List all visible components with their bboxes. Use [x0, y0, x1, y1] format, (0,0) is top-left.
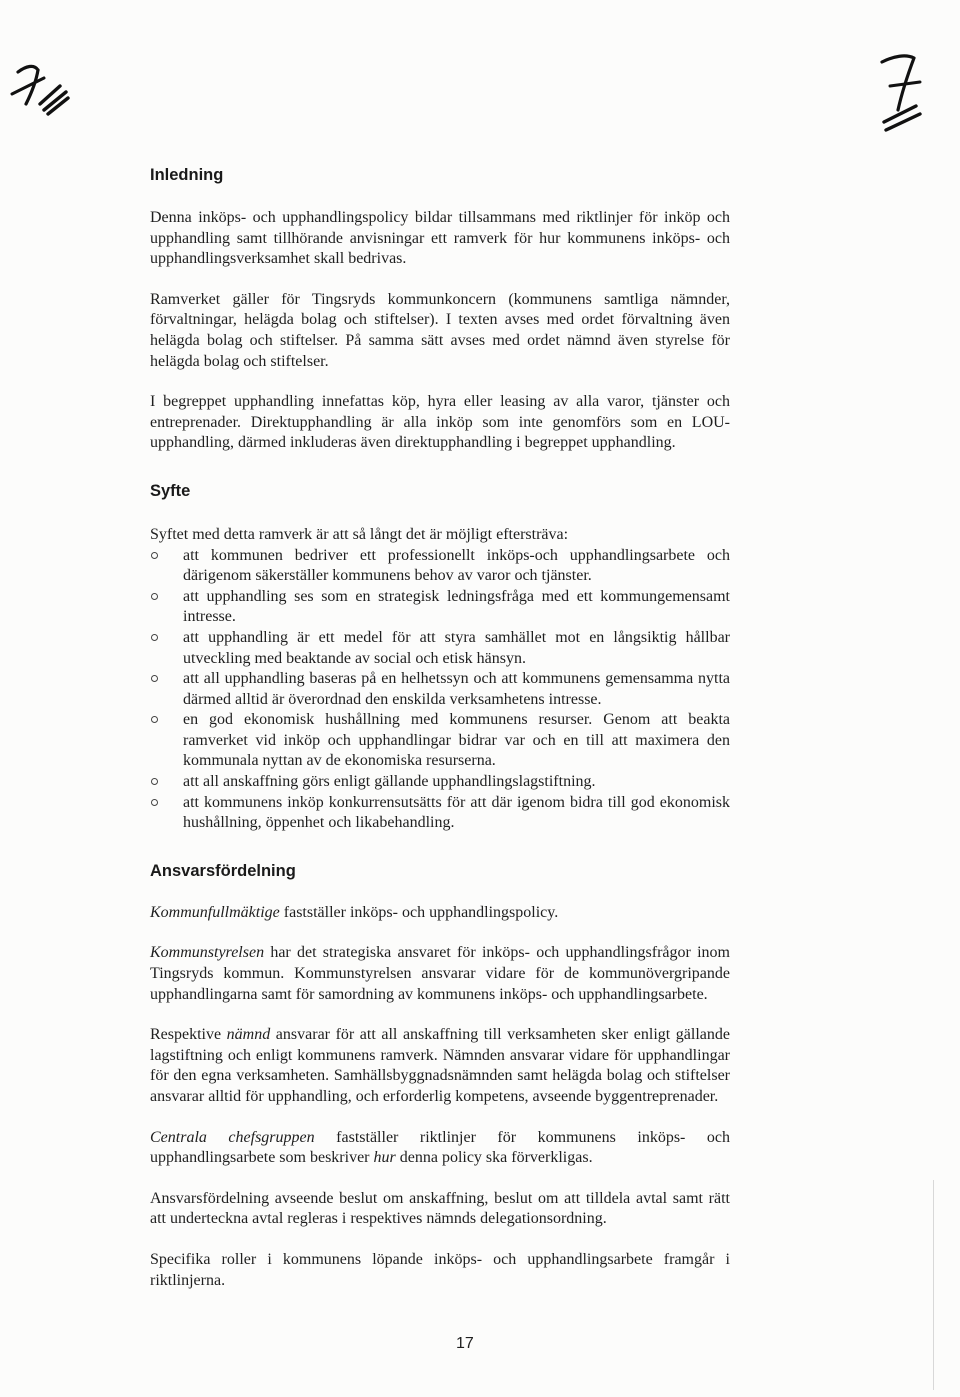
syfte-bullet [150, 587, 730, 628]
bullet-dot-icon [151, 716, 158, 723]
bullet-dot-icon [151, 552, 158, 559]
role-name: Centrala chefsgruppen [150, 1128, 315, 1146]
section-heading-syfte: Syfte [150, 481, 191, 500]
section-heading-ansvarsfordelning: Ansvarsfördelning [150, 861, 296, 880]
ansvar-paragraph-namnd [150, 1025, 730, 1107]
paragraph-text: denna policy ska förverkligas. [395, 1149, 593, 1167]
syfte-bullet-list [150, 546, 730, 834]
ansvar-paragraph-kommunstyrelsen [150, 943, 730, 1005]
paragraph-text: fastställer riktlinjer för kommunens inköps- och upphandlingsarbete som beskriver [150, 1128, 731, 1167]
syfte-bullet [150, 546, 730, 587]
scan-edge-line [933, 1180, 934, 1390]
inledning-paragraph-2: Ramverket gäller för Tingsryds kommunkoncern (kommunens samtliga nämnder, förvaltningar, helägda bolag och stiftelser). I texten avses med ordet förvaltning även helägda bolag och stiftelser. På samma sätt avses med ordet nämnd även styrelse för helägda bolag och stiftelser. [150, 290, 730, 370]
role-name: Kommunstyrelsen [150, 944, 265, 962]
paragraph-text: har det strategiska ansvaret för inköps- och upphandlingsfrågor inom Tingsryds kommun. Kommunstyrelsen ansvarar vidare för de kommunövergripande upphandlingarna samt för samordning av kommunens inköps- och upphandlingsarbete. [150, 944, 730, 1003]
bullet-text: att upphandling ses som en strategisk ledningsfråga med ett kommungemensamt intresse. [183, 587, 730, 626]
ansvar-paragraph-centrala-chefsgruppen [150, 1128, 730, 1169]
syfte-bullet [150, 669, 730, 710]
syfte-bullet [150, 710, 730, 772]
syfte-bullet [150, 793, 730, 834]
paragraph-text: Respektive [150, 1026, 227, 1044]
inledning-paragraph-3: I begreppet upphandling innefattas köp, hyra eller leasing av alla varor, tjänster och entreprenader. Direktupphandling är alla inköp som inte genomförs som en LOU-upphandling, därmed inkluderas även direktupphandling i begreppet upphandling. [150, 393, 730, 452]
ansvar-paragraph-delegation: Ansvarsfördelning avseende beslut om anskaffning, beslut om att tilldela avtal samt rätt att underteckna avtal regleras i respektives nämnds delegationsordning. [150, 1189, 730, 1228]
bullet-text: att upphandling är ett medel för att styra samhället mot en långsiktig hållbar utveckling med beaktande av social och etisk hänsyn. [183, 628, 730, 667]
bullet-dot-icon [151, 675, 158, 682]
bullet-dot-icon [151, 593, 158, 600]
role-name: nämnd [226, 1026, 271, 1044]
paragraph-text: ansvarar för att all anskaffning till verksamheten sker enligt gällande lagstiftning och enligt kommunens ramverk. Nämnden ansvarar vidare för upphandlingar för den egna verksamheten. Samhällsbyggnadsnämnden samt helägda bolag och stiftelser ansvarar alltid för upphandling, och erforderlig kompetens, avseende byggentreprenader. [150, 1026, 730, 1105]
bullet-text: att all anskaffning görs enligt gällande upphandlingslagstiftning. [183, 773, 596, 791]
page-number: 17 [456, 1335, 474, 1352]
paragraph-text: fastställer inköps- och upphandlingspolicy. [279, 903, 559, 921]
syfte-intro: Syftet med detta ramverk är att så långt det är möjligt eftersträva: [150, 525, 569, 543]
bullet-dot-icon [151, 634, 158, 641]
handwritten-mark-left [4, 52, 82, 130]
ansvar-paragraph-kommunfullmaktige [150, 903, 730, 924]
syfte-bullet [150, 628, 730, 669]
emphasis-word: hur [373, 1149, 396, 1167]
bullet-dot-icon [151, 778, 158, 785]
bullet-text: att kommunens inköp konkurrensutsätts för att där igenom bidra till god ekonomisk hushållning, öppenhet och likabehandling. [183, 793, 730, 832]
ansvar-paragraph-roller: Specifika roller i kommunens löpande inköps- och upphandlingsarbete framgår i riktlinjerna. [150, 1250, 730, 1289]
bullet-text: att all upphandling baseras på en helhetssyn och att kommunens gemensamma nytta därmed alltid är överordnad den enskilda verksamhetens intresse. [183, 670, 730, 708]
handwritten-mark-right [864, 44, 934, 140]
bullet-text: en god ekonomisk hushållning med kommunens resurser. Genom att beakta ramverket vid inköp och upphandlingar bidrar var och en till att maximera den kommunala nyttan av de ekonomiska resurserna. [183, 711, 730, 770]
inledning-paragraph-1: Denna inköps- och upphandlingspolicy bildar tillsammans med riktlinjer för inköp och upphandling samt tillhörande anvisningar ett ramverk för hur kommunens inköps- och upphandlingsverksamhet skall bedrivas. [150, 209, 730, 268]
syfte-bullet [150, 772, 730, 793]
section-heading-inledning: Inledning [150, 166, 224, 184]
bullet-dot-icon [151, 799, 158, 806]
bullet-text: att kommunen bedriver ett professionellt inköps-och upphandlingsarbete och därigenom säkerställer kommunens behov av varor och tjänster. [183, 546, 730, 585]
document-body [150, 166, 730, 1291]
role-name: Kommunfullmäktige [150, 903, 280, 921]
